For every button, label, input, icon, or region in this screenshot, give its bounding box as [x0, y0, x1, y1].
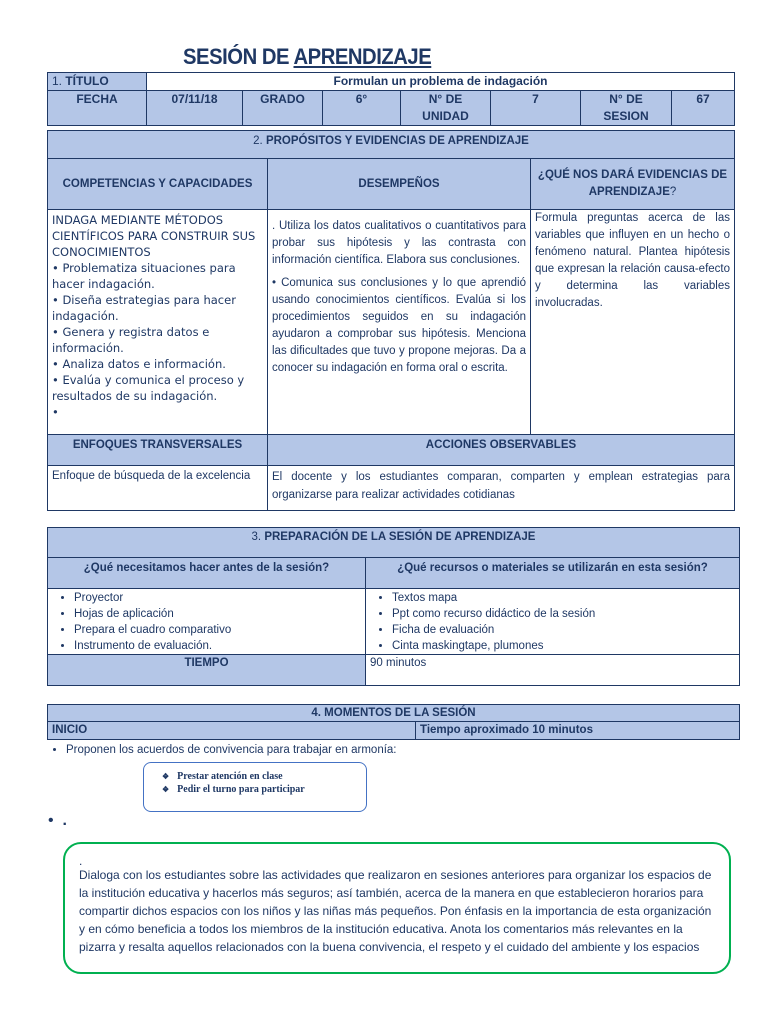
- dialogo-text: . Dialoga con los estudiantes sobre las actividades que realizaron en sesiones anteriores para organizar los espacios de la institución educativa y hacerlos más seguros; así también, acerca de la manera en que establecieron horarios para compartir dichos espacios con los niños y las niñas más pequeños. Pon énfasis en la importancia de esta organización y en cómo beneficia a todos los miembros de la institución educativa. Anota los comentarios más relevantes en la pizarra y resalta aquellos relacionados con la buena convivencia, el respeto y el cuidado del ambiente y los espacios: [79, 854, 712, 954]
- evidencia-cell: Formula preguntas acerca de las variables que influyen en un hecho o fenómeno natural. Plantea hipótesis que expresan la relación causa-efecto y determina las variables involucradas.: [531, 210, 735, 435]
- competencias-cell: [48, 210, 268, 435]
- unidad-label: N° DE UNIDAD: [401, 91, 491, 126]
- inicio-label: INICIO: [48, 722, 416, 740]
- titulo-label: TÍTULO: [65, 74, 109, 88]
- page-title: [183, 44, 431, 70]
- section2-table: [47, 130, 735, 511]
- recursos-cell: [366, 589, 740, 655]
- desempeno-2: • Comunica sus conclusiones y lo que aprendió usando conocimientos científicos. Evalúa si los procedimientos seguidos en su indagación ayudaron a comprobar sus hipótesis. Menciona las dificultades que tuvo y propone mejoras. Da a conocer su indagación en forma oral o escrita.: [272, 277, 526, 374]
- enfoques-header: ENFOQUES TRANSVERSALES: [48, 435, 268, 466]
- norma-item: ❖ Pedir el turno para participar: [178, 783, 366, 796]
- unidad-value: 7: [491, 91, 581, 126]
- section4-table: [47, 704, 740, 740]
- empty-bullet: • .: [48, 812, 67, 829]
- competencia-text: INDAGA MEDIANTE MÉTODOS CIENTÍFICOS PARA CONSTRUIR SUS CONOCIMIENTOS: [52, 213, 256, 259]
- section4-heading: 4. MOMENTOS DE LA SESIÓN: [48, 705, 740, 722]
- desempeno-1: . Utiliza los datos cualitativos o cuantitativos para probar sus hipótesis y las contrasta con información científica. Elabora sus conclusiones.: [272, 220, 526, 266]
- dialogo-box: [63, 842, 731, 974]
- grado-value: 6°: [323, 91, 401, 126]
- acciones-header: ACCIONES OBSERVABLES: [268, 435, 735, 466]
- capacidad-item: • Analiza datos e información.: [52, 357, 226, 371]
- list-item: • Hojas de aplicación: [74, 606, 361, 622]
- capacidad-item: • Diseña estrategias para hacer indagación.: [52, 293, 236, 323]
- list-item: • Ppt como recurso didáctico de la sesión: [392, 606, 735, 622]
- competencias-header: COMPETENCIAS Y CAPACIDADES: [48, 159, 268, 210]
- tiempo-label: TIEMPO: [48, 655, 366, 686]
- section3-table: [47, 527, 740, 686]
- capacidad-item: •: [52, 405, 59, 419]
- list-item: • Textos mapa: [392, 590, 735, 606]
- grado-label: GRADO: [243, 91, 323, 126]
- header-table: [47, 72, 735, 126]
- titulo-label-cell: 1. TÍTULO: [48, 73, 147, 91]
- acuerdos-text: • Proponen los acuerdos de convivencia para trabajar en armonía:: [66, 742, 397, 758]
- fecha-value: 07/11/18: [147, 91, 243, 126]
- acciones-value: El docente y los estudiantes comparan, comparten y emplean estrategias para organizarse para realizar actividades cotidianas: [268, 466, 735, 511]
- capacidad-item: • Genera y registra datos e información.: [52, 325, 210, 355]
- antes-list: [52, 590, 361, 654]
- list-item: • Prepara el cuadro comparativo: [74, 622, 361, 638]
- list-item: • Proyector: [74, 590, 361, 606]
- fecha-label: FECHA: [48, 91, 147, 126]
- title-part2: APRENDIZAJE: [293, 44, 432, 69]
- list-item: • Instrumento de evaluación.: [74, 638, 361, 654]
- list-item: • Cinta maskingtape, plumones: [392, 638, 735, 654]
- acuerdos-list: [50, 742, 397, 758]
- capacidad-item: • Evalúa y comunica el proceso y resultados de su indagación.: [52, 373, 245, 403]
- desempenos-cell: [268, 210, 531, 435]
- tiempo-value: 90 minutos: [366, 655, 740, 686]
- sesion-label: N° DE SESION: [581, 91, 672, 126]
- sesion-value: 67: [672, 91, 735, 126]
- inicio-tiempo: Tiempo aproximado 10 minutos: [416, 722, 740, 740]
- list-item: • Ficha de evaluación: [392, 622, 735, 638]
- desempenos-header: DESEMPEÑOS: [268, 159, 531, 210]
- antes-cell: [48, 589, 366, 655]
- title-part1: SESIÓN DE: [183, 44, 294, 69]
- section3-heading: 3. PREPARACIÓN DE LA SESIÓN DE APRENDIZAJE: [48, 528, 740, 558]
- titulo-value: Formulan un problema de indagación: [147, 73, 735, 91]
- enfoque-value: Enfoque de búsqueda de la excelencia: [48, 466, 268, 511]
- norma-item: ❖ Prestar atención en clase: [178, 770, 366, 783]
- normas-box: [143, 762, 367, 812]
- capacidad-item: • Problematiza situaciones para hacer indagación.: [52, 261, 236, 291]
- recursos-list: [370, 590, 735, 654]
- capacidades-list: [52, 260, 263, 420]
- evidencias-header: ¿QUÉ NOS DARÁ EVIDENCIAS DE APRENDIZAJE?: [531, 159, 735, 210]
- recursos-header: ¿Qué recursos o materiales se utilizarán en esta sesión?: [366, 558, 740, 589]
- normas-list: [144, 770, 366, 796]
- section2-heading: 2. PROPÓSITOS Y EVIDENCIAS DE APRENDIZAJE: [48, 131, 735, 159]
- antes-header: ¿Qué necesitamos hacer antes de la sesión?: [48, 558, 366, 589]
